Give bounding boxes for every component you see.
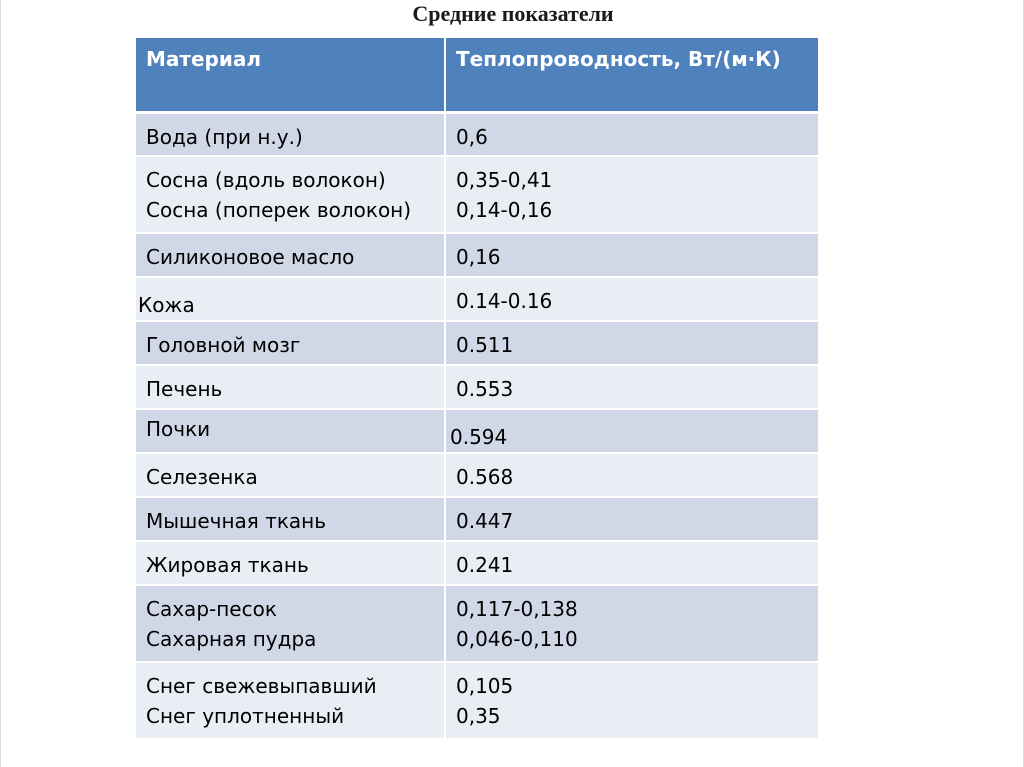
table-row [136,277,818,321]
cell-material: Вода (при н.у.) [136,112,445,156]
table-row [136,156,818,233]
table-row [136,112,818,156]
cell-value: 0,117-0,138 0,046-0,110 [445,585,818,662]
cell-value: 0,16 [445,233,818,277]
cell-value: 0.241 [445,541,818,585]
cell-value: 0.511 [445,321,818,365]
cell-material: Мышечная ткань [136,497,445,541]
cell-material: Кожа [136,277,445,321]
header-material: Материал [136,38,445,112]
cell-value: 0,105 0,35 [445,662,818,739]
thermal-conductivity-table [136,38,818,740]
cell-material: Жировая ткань [136,541,445,585]
cell-material: Головной мозг [136,321,445,365]
cell-value: 0,35-0,41 0,14-0,16 [445,156,818,233]
cell-value: 0.553 [445,365,818,409]
cell-material: Сахар-песок Сахарная пудра [136,585,445,662]
table-row [136,365,818,409]
page-title: Средние показатели [412,1,614,26]
table-header-row [136,38,818,112]
cell-material: Силиконовое масло [136,233,445,277]
table-row [136,321,818,365]
cell-material: Печень [136,365,445,409]
cell-material: Сосна (вдоль волокон) Сосна (поперек волокон) [136,156,445,233]
table-row [136,453,818,497]
table-row [136,541,818,585]
cell-value: 0,6 [445,112,818,156]
cell-value: 0.568 [445,453,818,497]
table-row [136,497,818,541]
cell-material: Селезенка [136,453,445,497]
cell-value: 0.14-0.16 [445,277,818,321]
cell-material: Почки [136,409,445,453]
table-row [136,662,818,739]
cell-value: 0.447 [445,497,818,541]
table-row [136,585,818,662]
table-row [136,233,818,277]
cell-value: 0.594 [445,409,818,453]
cell-material: Снег свежевыпавший Снег уплотненный [136,662,445,739]
table-row [136,409,818,453]
header-conductivity: Теплопроводность, Вт/(м·К) [445,38,818,112]
